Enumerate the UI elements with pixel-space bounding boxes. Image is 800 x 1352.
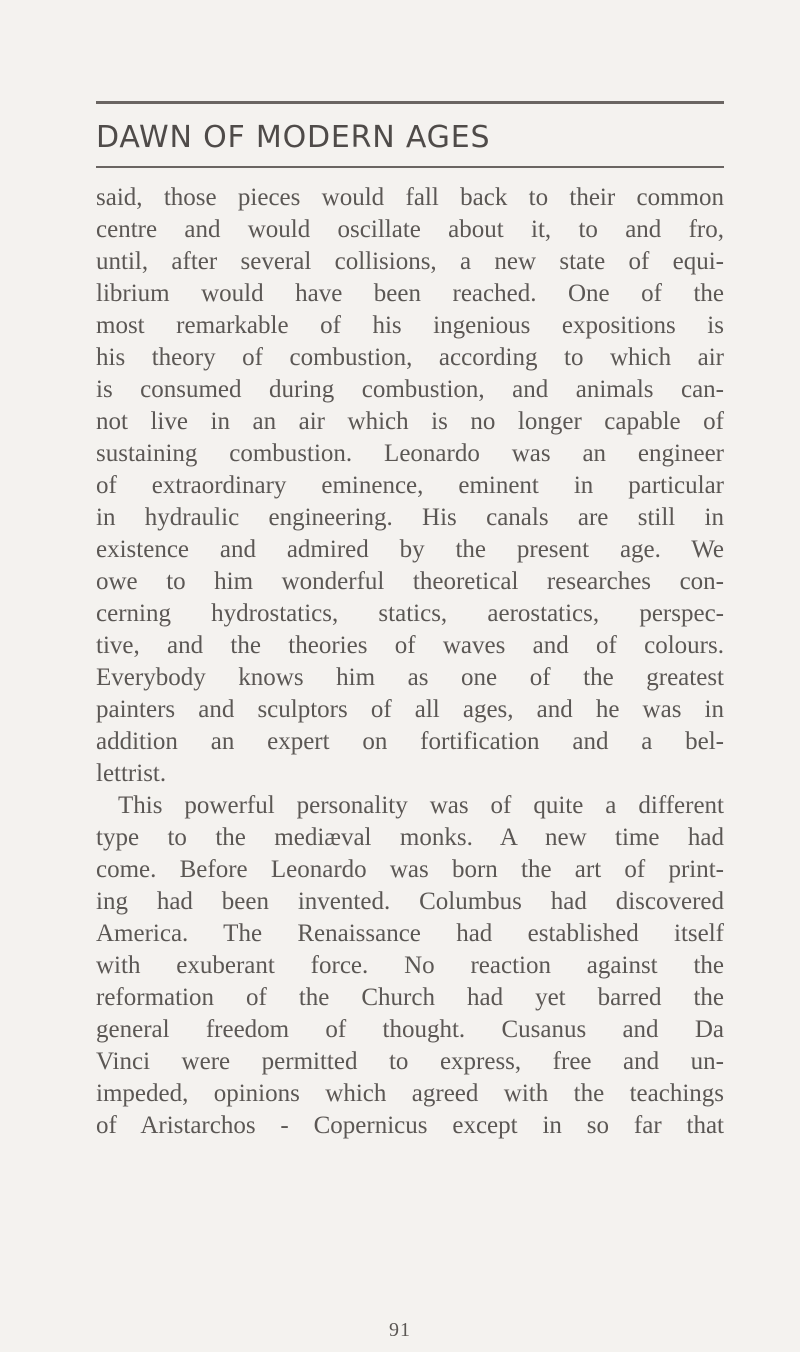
body-text — [96, 182, 724, 1142]
text-line: of extraordinary eminence, eminent in particular — [96, 472, 724, 499]
text-line: impeded, opinions which agreed with the teachings — [96, 1080, 724, 1107]
paragraph-2 — [96, 790, 724, 1142]
text-line: of Aristarchos - Copernicus except in so far that — [96, 1112, 724, 1139]
text-line: ing had been invented. Columbus had discovered — [96, 888, 724, 915]
text-line: in hydraulic engineering. His canals are still in — [96, 504, 724, 531]
text-line: America. The Renaissance had established itself — [96, 920, 724, 947]
text-line: lettrist. — [96, 760, 167, 787]
text-line: with exuberant force. No reaction against the — [96, 952, 724, 979]
text-line: librium would have been reached. One of the — [96, 280, 724, 307]
text-line: painters and sculptors of all ages, and he was in — [96, 696, 724, 723]
text-line: addition an expert on fortification and a bel- — [96, 728, 724, 755]
text-line: centre and would oscillate about it, to and fro, — [96, 216, 724, 243]
text-line: existence and admired by the present age. We — [96, 536, 724, 563]
text-line: come. Before Leonardo was born the art of print- — [96, 856, 724, 883]
header-rule-top — [96, 101, 724, 104]
text-line: cerning hydrostatics, statics, aerostatics, perspec- — [96, 600, 724, 627]
text-line: type to the mediæval monks. A new time had — [96, 824, 724, 851]
page-number: 91 — [389, 1319, 411, 1341]
text-line: Vinci were permitted to express, free and un- — [96, 1048, 724, 1075]
text-line: is consumed during combustion, and animals can- — [96, 376, 724, 403]
text-line: until, after several collisions, a new state of equi- — [96, 248, 724, 275]
running-head: DAWN OF MODERN AGES — [96, 120, 491, 155]
text-line: reformation of the Church had yet barred the — [96, 984, 724, 1011]
text-line: Everybody knows him as one of the greatest — [96, 664, 724, 691]
text-line: This powerful personality was of quite a different — [118, 792, 724, 819]
text-line: general freedom of thought. Cusanus and Da — [96, 1016, 724, 1043]
text-line: owe to him wonderful theoretical researches con- — [96, 568, 724, 595]
text-line: tive, and the theories of waves and of colours. — [96, 632, 724, 659]
text-line: said, those pieces would fall back to their common — [96, 184, 724, 211]
paragraph-1 — [96, 182, 724, 790]
header-rule-bottom — [96, 166, 724, 168]
text-line: most remarkable of his ingenious expositions is — [96, 312, 724, 339]
text-line: sustaining combustion. Leonardo was an engineer — [96, 440, 724, 467]
text-line: not live in an air which is no longer capable of — [96, 408, 724, 435]
text-line: his theory of combustion, according to which air — [96, 344, 724, 371]
